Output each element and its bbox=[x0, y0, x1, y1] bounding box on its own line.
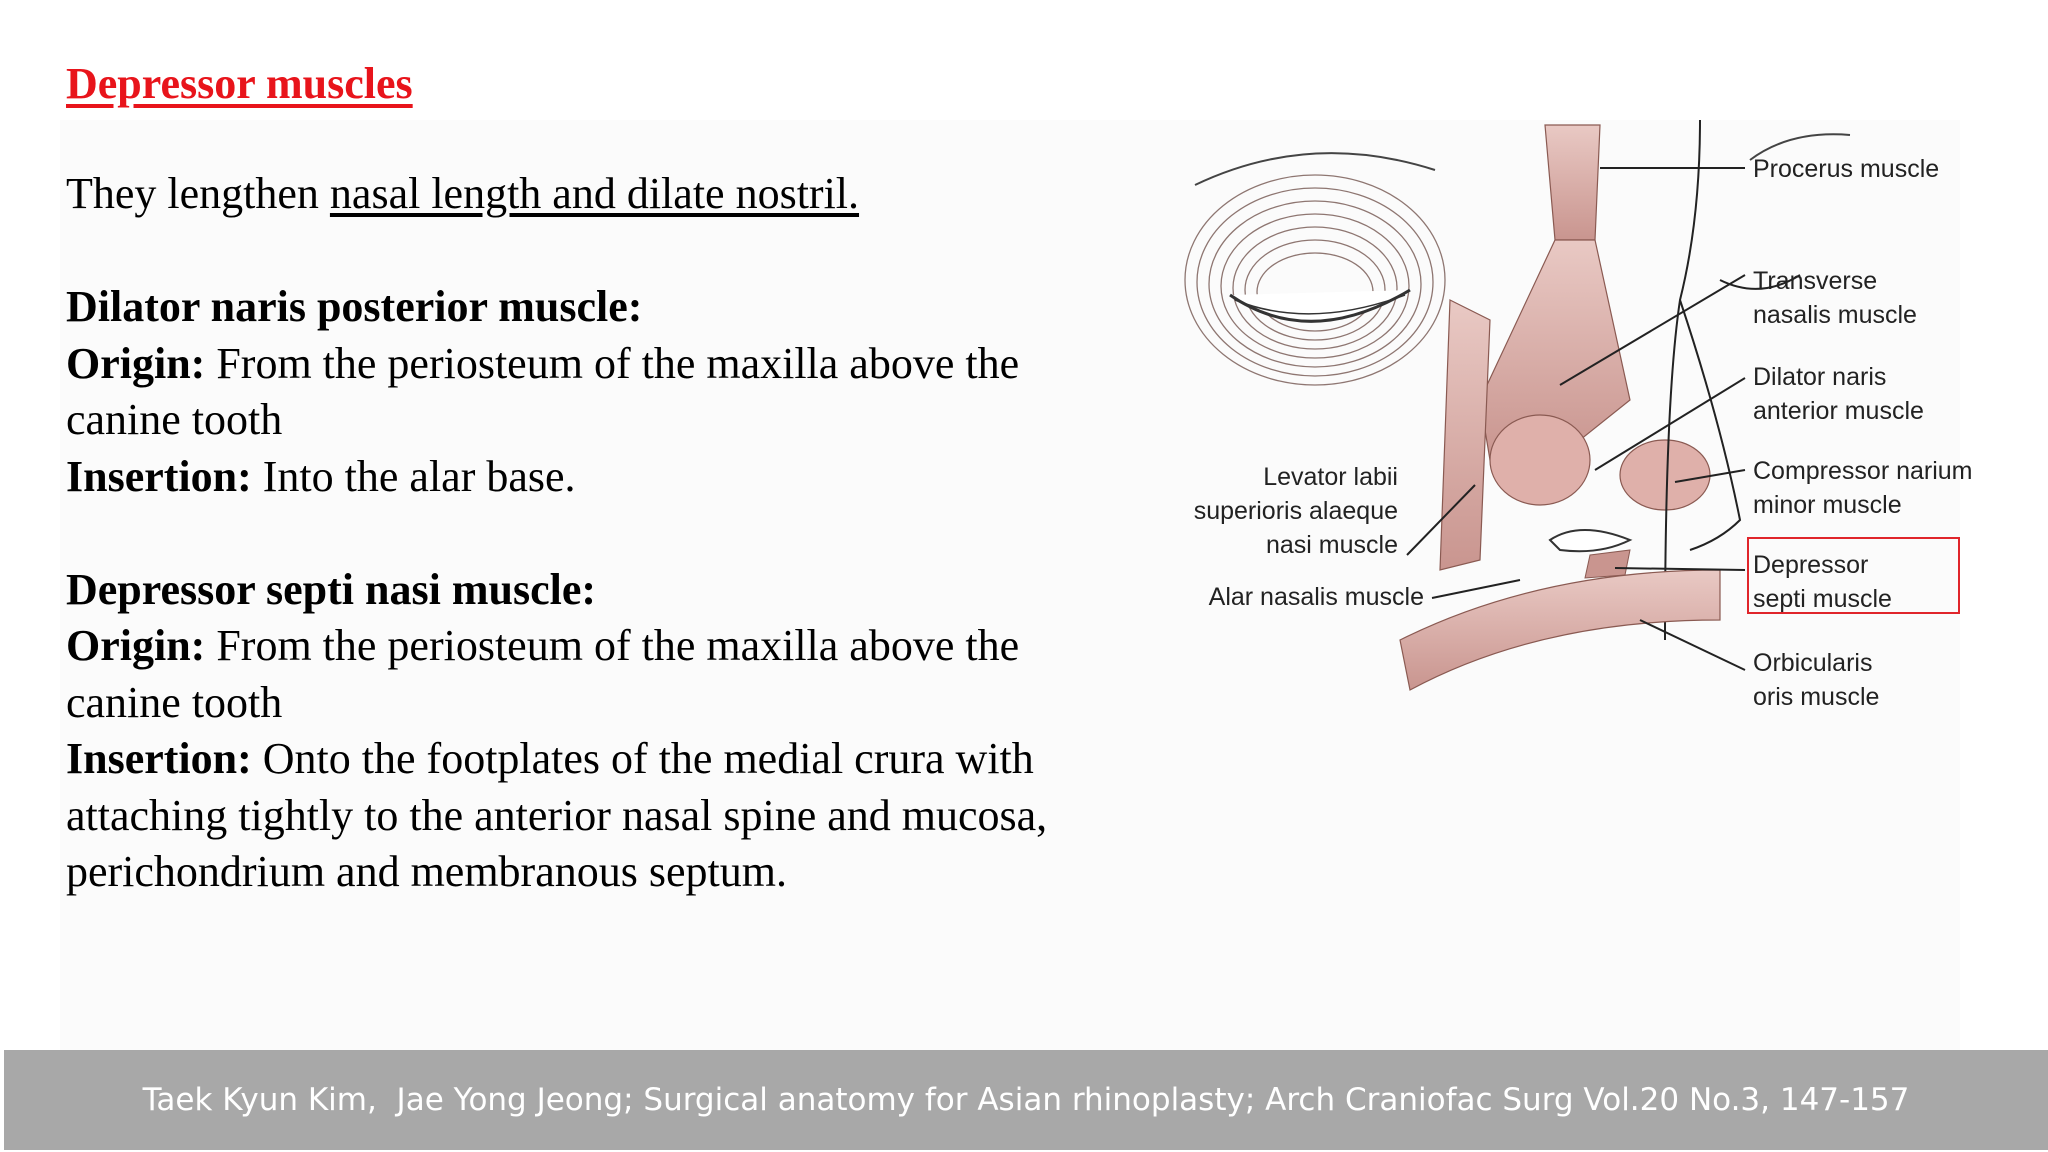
origin-label: Origin: bbox=[66, 338, 206, 388]
intro-underlined: nasal length and dilate nostril. bbox=[329, 169, 860, 218]
section-1-heading: Dilator naris posterior muscle: bbox=[66, 282, 643, 331]
section-2-insertion bbox=[66, 731, 1126, 901]
citation-footer: Taek Kyun Kim, Jae Yong Jeong; Surgical anatomy for Asian rhinoplasty; Arch Craniofac Surg Vol.20 No.3, 147-157 bbox=[4, 1050, 2048, 1150]
section-1-origin bbox=[66, 336, 1126, 449]
label-compressor-narium: Compressor narium minor muscle bbox=[1753, 457, 1973, 519]
intro-prefix: They lengthen bbox=[66, 169, 330, 218]
insertion-text: Into the alar base. bbox=[251, 451, 576, 501]
label-procerus: Procerus muscle bbox=[1753, 155, 1940, 183]
left-eye-orbicularis bbox=[1185, 175, 1445, 385]
label-orbicularis-oris: Orbicularis oris muscle bbox=[1753, 649, 1880, 711]
label-alar-nasalis: Alar nasalis muscle bbox=[1208, 583, 1424, 611]
origin-text: From the periosteum of the maxilla above the canine tooth bbox=[66, 338, 1020, 444]
insertion-text: Onto the footplates of the medial crura with attaching tightly to the anterior nasal spine and mucosa, perichondrium and membranous septum. bbox=[66, 734, 1048, 896]
origin-label: Origin: bbox=[66, 621, 206, 670]
nasal-muscle-illustration bbox=[1160, 100, 2020, 740]
section-1-insertion bbox=[66, 449, 1126, 506]
label-transverse-nasalis: Transverse nasalis muscle bbox=[1753, 267, 1917, 329]
section-2-origin bbox=[66, 618, 1126, 731]
body-text bbox=[66, 166, 1126, 901]
label-dilator-naris-anterior: Dilator naris anterior muscle bbox=[1753, 363, 1924, 425]
insertion-label: Insertion: bbox=[66, 734, 252, 783]
insertion-label: Insertion: bbox=[66, 451, 252, 501]
depressor-highlight-box bbox=[1747, 537, 1960, 614]
intro-line bbox=[66, 166, 1126, 223]
label-depressor-septi: Depressor septi muscle bbox=[1753, 551, 1892, 613]
origin-text: From the periosteum of the maxilla above the canine tooth bbox=[66, 621, 1020, 727]
label-levator-labii: Levator labii superioris alaeque nasi muscle bbox=[1193, 463, 1398, 559]
slide-title: Depressor muscles bbox=[66, 59, 413, 108]
section-2-heading: Depressor septi nasi muscle: bbox=[66, 564, 597, 614]
